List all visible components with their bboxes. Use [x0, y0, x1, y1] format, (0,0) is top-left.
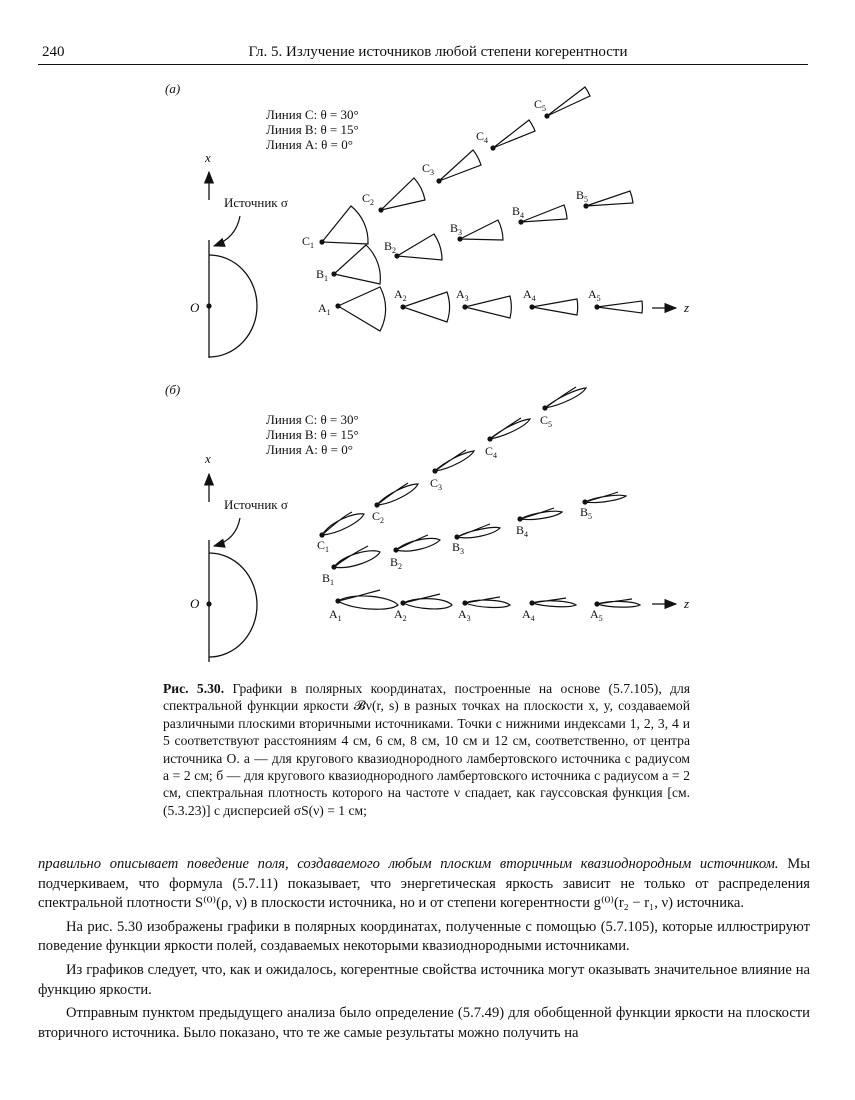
- svg-text:A1: $A_1$: [318, 301, 331, 317]
- legend-b-line-c: Линия C: θ = 30°: [266, 412, 359, 427]
- point-b4-a: [512, 204, 567, 225]
- figure-caption: [163, 680, 690, 819]
- point-c2-a: [362, 178, 425, 213]
- caption-label: Рис. 5.30.: [163, 681, 225, 696]
- point-c4-a: [476, 120, 535, 151]
- svg-text:A4: $A_4$: [522, 607, 535, 623]
- point-c5-b: [540, 387, 586, 429]
- paragraph-4: Отправным пунктом предыдущего анализа было определение (5.7.49) для обобщенной функции яркости на плоскости вторичного источника. Было показано, что те же самые результаты можно получить на: [38, 1005, 810, 1041]
- origin-point-a: [206, 303, 211, 308]
- paragraph-3: Из графиков следует, что, как и ожидалось, когерентные свойства источника могут оказывать значительное влияние на функцию яркости.: [38, 961, 810, 998]
- paragraph-1: [38, 855, 810, 914]
- point-a4-a: [523, 287, 578, 315]
- origin-point-b: [206, 601, 211, 606]
- paragraph-1-italic: правильно описывает поведение поля, создаваемого любым плоским вторичным квазиоднородным источником.: [38, 856, 779, 872]
- svg-text:B4: $B_4$: [516, 523, 529, 539]
- hemisphere-b: [209, 553, 257, 657]
- svg-text:B1: $B_1$: [322, 571, 335, 587]
- point-a3-b: [458, 597, 510, 623]
- svg-text:B1: $B_1$: [316, 267, 329, 283]
- point-b2-a: [384, 234, 442, 260]
- point-c1-b: [317, 512, 364, 554]
- legend-b-line-b: Линия B: θ = 15°: [266, 427, 359, 442]
- svg-text:A5: $A_5$: [588, 287, 601, 303]
- point-b5-a: [576, 188, 633, 209]
- point-a5-a: [588, 287, 642, 313]
- svg-text:A3: $A_3$: [458, 607, 471, 623]
- svg-text:B3: $B_3$: [450, 221, 463, 237]
- point-c3-b: [430, 450, 474, 492]
- svg-text:C4: $C_4$: [485, 444, 498, 460]
- svg-text:B2: $B_2$: [384, 239, 397, 255]
- svg-text:C2: $C_2$: [372, 509, 385, 525]
- legend-a-line-c: Линия C: θ = 30°: [266, 107, 359, 122]
- point-a1-a: [318, 287, 386, 331]
- legend-a-line-b: Линия B: θ = 15°: [266, 122, 359, 137]
- svg-text:B2: $B_2$: [390, 555, 403, 571]
- point-b3-b: [452, 524, 500, 556]
- svg-text:C1: $C_1$: [302, 234, 315, 250]
- panel-a-label: (а): [165, 81, 181, 96]
- paragraph-2: На рис. 5.30 изображены графики в полярных координатах, полученные с помощью (5.7.105), которые иллюстрируют поведение функции яркости полей, создаваемых некоторыми квазиоднородными источниками.: [38, 918, 810, 955]
- point-b4-b: [516, 508, 562, 539]
- source-label-a: Источник σ: [224, 195, 288, 210]
- z-axis-label-a: z: [684, 300, 690, 315]
- hemisphere-a: [209, 255, 257, 357]
- point-c3-a: [422, 150, 481, 184]
- point-a2-a: [394, 287, 450, 322]
- point-b1-b: [322, 546, 380, 587]
- svg-text:A4: $A_4$: [523, 287, 536, 303]
- caption-text: Графики в полярных координатах, построенные на основе (5.7.105), для спектральной функции яркости 𝓑ν(r, s) в разных точках на плоскости x, y, создаваемой различными плоскими вторичными источниками. Точки с нижними индексами 1, 2, 3, 4 и 5 соответствуют расстояниям 4 см, 6 см, 8 см, 10 см и 12 см, соответственно, от центра источника O. а — для кругового квазиоднородного ламбертовского источника с радиусом a = 2 см; б — для кругового квазиоднородного ламбертовского источника с радиусом a = 2 см, спектральная плотность которого на частоте ν спадает, как гауссовская функция [см. (5.3.23)] с дисперсией σS(ν) = 1 см;: [163, 681, 691, 818]
- svg-text:B3: $B_3$: [452, 540, 465, 556]
- point-c5-a: [534, 87, 590, 119]
- x-axis-label-b: x: [205, 451, 211, 466]
- point-a5-b: [590, 599, 640, 623]
- point-c2-b: [372, 483, 418, 525]
- svg-text:A2: $A_2$: [394, 607, 407, 623]
- point-b3-a: [450, 220, 503, 242]
- svg-text:C5: $C_5$: [534, 97, 547, 113]
- point-a3-a: [456, 287, 511, 318]
- body-text: [38, 855, 810, 1043]
- point-a1-b: [329, 590, 398, 623]
- point-b1-a: [316, 245, 380, 284]
- point-a4-b: [522, 598, 576, 623]
- svg-text:A3: $A_3$: [456, 287, 469, 303]
- point-b2-b: [390, 535, 440, 571]
- svg-text:A2: $A_2$: [394, 287, 407, 303]
- svg-text:B5: $B_5$: [576, 188, 589, 204]
- svg-text:A1: $A_1$: [329, 607, 342, 623]
- x-axis-label-a: x: [205, 150, 211, 165]
- origin-label-a: O: [190, 300, 200, 315]
- source-arrow-b: [214, 518, 240, 546]
- source-label-b: Источник σ: [224, 497, 288, 512]
- point-b5-b: [580, 492, 626, 521]
- svg-text:C3: $C_3$: [422, 161, 435, 177]
- svg-text:C1: $C_1$: [317, 538, 330, 554]
- running-title: Гл. 5. Излучение источников любой степени когерентности: [248, 44, 628, 60]
- panel-b: [165, 382, 689, 662]
- svg-text:B4: $B_4$: [512, 204, 525, 220]
- paragraph-1-rest: Мы подчеркиваем, что формула (5.7.11) показывает, что энергетическая яркость зависит не только от распределения спектральной плотности S⁽⁰⁾(ρ, ν) в плоскости источника, но и от степени когерентности g⁽⁰⁾(r₂ − r₁, ν) источника.: [38, 856, 811, 912]
- point-a2-b: [394, 594, 452, 623]
- panel-b-label: (б): [165, 382, 181, 397]
- svg-text:C3: $C_3$: [430, 476, 443, 492]
- z-axis-label-b: z: [684, 596, 690, 611]
- point-c1-a: [302, 206, 368, 250]
- panel-a: [165, 81, 689, 358]
- legend-a-line-a: Линия A: θ = 0°: [266, 137, 353, 152]
- svg-text:C4: $C_4$: [476, 129, 489, 145]
- svg-text:B5: $B_5$: [580, 505, 593, 521]
- svg-text:C2: $C_2$: [362, 191, 375, 207]
- page-number: 240: [42, 44, 65, 60]
- origin-label-b: O: [190, 596, 200, 611]
- source-arrow-a: [214, 216, 240, 246]
- point-c4-b: [485, 418, 530, 460]
- legend-b-line-a: Линия A: θ = 0°: [266, 442, 353, 457]
- svg-text:A5: $A_5$: [590, 607, 603, 623]
- svg-text:C5: $C_5$: [540, 413, 553, 429]
